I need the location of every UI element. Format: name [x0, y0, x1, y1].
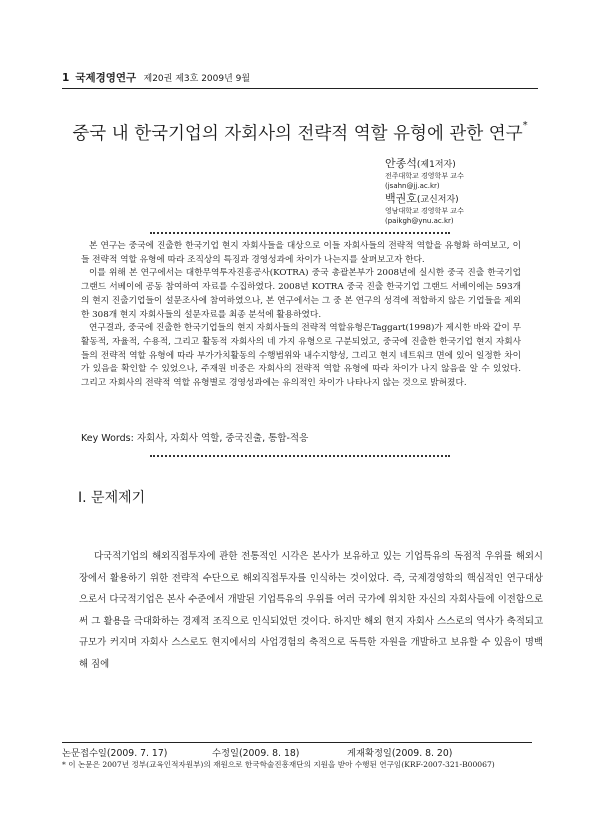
journal-name: 국제경영연구 — [75, 72, 137, 84]
keywords-terms: 자회사, 자회사 역할, 중국진출, 통합-적응 — [136, 433, 309, 444]
abstract — [81, 240, 521, 391]
volume-issue: 제20권 제3호 2009년 9월 — [143, 74, 251, 84]
funding-footnote: * 이 논문은 2007년 정부(교육인적자원부)의 재원으로 한국학술진흥재단의 지원을 받아 수행된 연구임(KRF-2007-321-B00067) — [62, 760, 495, 769]
abstract-paragraph: 이를 위해 본 연구에서는 대한무역투자진흥공사(KOTRA) 중국 총괄본부가 2008년에 실시한 중국 진출 한국기업 그랜드 서베이에 공동 참여하여 자료를 수집하였다. 2008년 KOTRA 중국 진출 한국기업 그랜드 서베이에는 593개의 현지 진출기업들이 설문조사에 참여하였으나, 본 연구에서는 그 중 본 연구의 성격에 적합하지 않은 기업들을 제외한 308개 현지 자회사들의 설문자료를 최종 분석에 활용하였다. — [81, 268, 521, 320]
author-name: 안종석 — [385, 157, 417, 170]
body-text — [79, 546, 543, 676]
abstract-bottom-divider — [150, 455, 450, 457]
author-name: 백권호 — [385, 192, 417, 205]
author-block-1 — [385, 158, 464, 191]
abstract-paragraph: 본 연구는 중국에 진출한 한국기업 현지 자회사들을 대상으로 이들 자회사들의 전략적 역할을 유형화 하여보고, 이들 전략적 역할 유형에 따라 조직상의 특징과 경영성과에 차이가 나는지를 살펴보고자 한다. — [81, 241, 521, 265]
keywords — [81, 430, 308, 444]
author-email: (paikgh@ynu.ac.kr) — [385, 217, 454, 225]
section-title: 문제제기 — [91, 490, 146, 506]
accepted-date: 게재확정일(2009. 8. 20) — [347, 748, 453, 759]
section-heading — [78, 487, 145, 507]
author-role: (교신저자) — [416, 195, 459, 205]
title-footnote-mark: * — [522, 120, 528, 131]
author-block-2 — [385, 193, 464, 226]
author-affiliation: 영남대학교 경영학부 교수 — [385, 207, 464, 215]
body-paragraph: 다국적기업의 해외직접투자에 관한 전통적인 시각은 본사가 보유하고 있는 기업특유의 독점적 우위를 해외시장에서 활용하기 위한 전략적 수단으로 해외직접투자를 인식하는 것이었다. 즉, 국제경영학의 핵심적인 연구대상으로서 다국적기업은 본사 수준에서 개발된 기업특유의 우위를 여러 국가에 위치한 자신의 자회사들에 이전함으로써 그 활용을 극대화하는 경제적 조직으로 인식되었던 것이다. 하지만 해외 현지 자회사 스스로의 역사가 축적되고 규모가 커지며 자회사 스스로도 현지에서의 사업경험의 축적으로 독특한 자원을 개발하고 보유할 수 있음이 명백해 짐에 — [79, 551, 543, 670]
paper-title-text: 중국 내 한국기업의 자회사의 전략적 역할 유형에 관한 연구 — [72, 124, 523, 144]
footnote-rule — [62, 742, 532, 743]
running-header — [62, 70, 250, 85]
abstract-top-divider — [150, 232, 450, 234]
received-date: 논문접수일(2009. 7. 17) — [62, 748, 168, 759]
section-number: Ⅰ. — [78, 490, 87, 506]
abstract-paragraph: 연구결과, 중국에 진출한 한국기업들의 현지 자회사들의 전략적 역할유형은Taggart(1998)가 제시한 바와 같이 무활동적, 자율적, 수용적, 그리고 활동적 자회사의 네 가지 유형으로 구분되었고, 중국에 진출한 한국기업 현지 자회사들의 전략적 역할 유형에 따라 부가가치활동의 수행범위와 내수지향성, 그리고 현지 네트워크 면에 있어 일정한 차이가 있음을 확인할 수 있었으나, 주재원 비중은 자회사의 전략적 역할 유형에 따라 차이가 나지 않음을 알 수 있었다. 그리고 자회사의 전략적 역할 유형별로 경영성과에는 유의적인 차이가 나타나지 않는 것으로 밝혀졌다. — [81, 323, 521, 389]
revised-date: 수정일(2009. 8. 18) — [212, 748, 300, 759]
header-rule — [62, 88, 538, 89]
keywords-label: Key Words: — [81, 433, 134, 444]
author-affiliation: 전주대학교 경영학부 교수 — [385, 172, 464, 180]
page-number: 1 — [62, 72, 70, 84]
paper-title — [62, 120, 538, 145]
author-role: (제1저자) — [416, 160, 456, 170]
author-email: (jsahn@jj.ac.kr) — [385, 182, 440, 190]
